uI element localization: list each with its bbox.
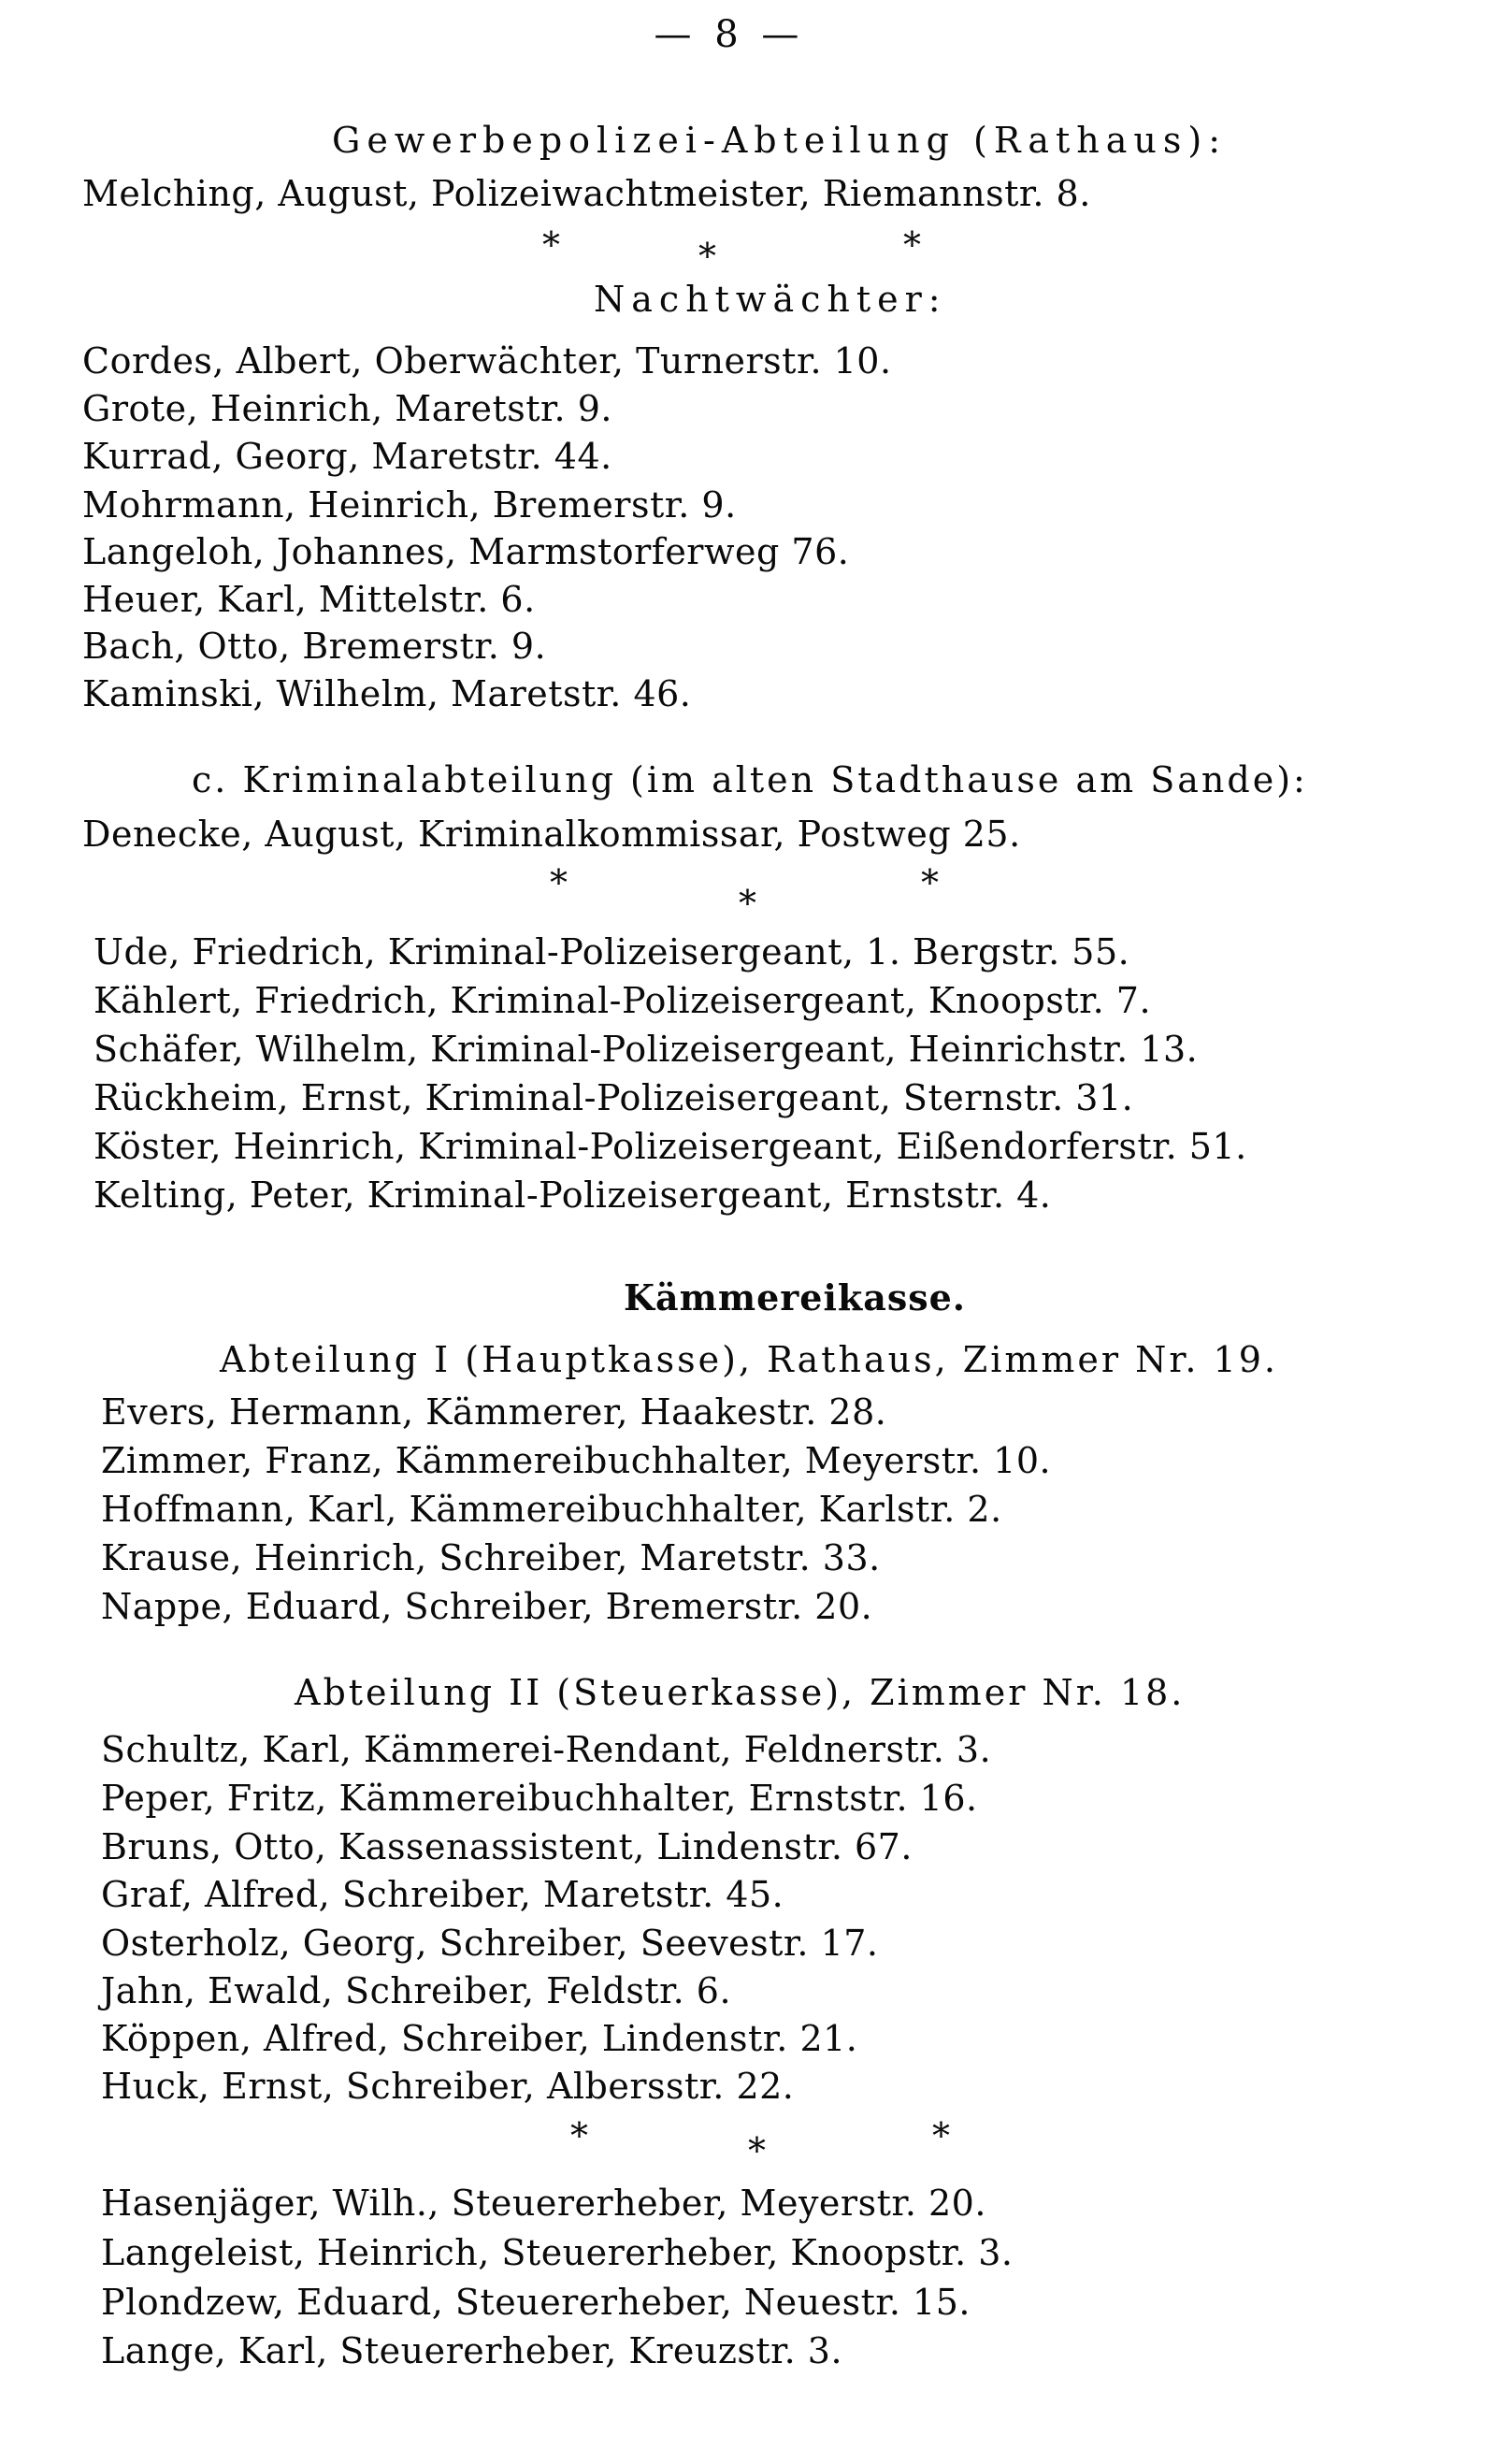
list-item: Osterholz, Georg, Schreiber, Seevestr. 17. bbox=[101, 1923, 879, 1964]
list-item: Lange, Karl, Steuererheber, Kreuzstr. 3. bbox=[101, 2330, 843, 2371]
list-item: Krause, Heinrich, Schreiber, Maretstr. 33. bbox=[101, 1537, 881, 1578]
list-item: Rückheim, Ernst, Kriminal-Polizeisergeant, Sternstr. 31. bbox=[94, 1077, 1134, 1118]
star-mark: * bbox=[542, 224, 560, 266]
section-heading-abteilung-2: Abteilung II (Steuerkasse), Zimmer Nr. 18. bbox=[295, 1672, 1186, 1713]
list-item: Melching, August, Polizeiwachtmeister, Riemannstr. 8. bbox=[82, 173, 1091, 214]
star-mark: * bbox=[739, 883, 756, 924]
star-mark: * bbox=[748, 2130, 766, 2171]
list-item: Plondzew, Eduard, Steuererheber, Neuestr. 15. bbox=[101, 2282, 971, 2323]
star-separator bbox=[0, 221, 1496, 277]
list-item: Zimmer, Franz, Kämmereibuchhalter, Meyerstr. 10. bbox=[101, 1440, 1052, 1481]
star-mark: * bbox=[932, 2115, 950, 2156]
section-heading-abteilung-1: Abteilung I (Hauptkasse), Rathaus, Zimmer Nr. 19. bbox=[220, 1339, 1278, 1380]
list-item: Graf, Alfred, Schreiber, Maretstr. 45. bbox=[101, 1874, 784, 1915]
list-item: Hoffmann, Karl, Kämmereibuchhalter, Karlstr. 2. bbox=[101, 1489, 1002, 1530]
list-item: Langeloh, Johannes, Marmstorferweg 76. bbox=[82, 531, 850, 572]
page-number: — 8 — bbox=[654, 13, 805, 56]
star-mark: * bbox=[570, 2115, 588, 2156]
list-item: Jahn, Ewald, Schreiber, Feldstr. 6. bbox=[101, 1970, 732, 2011]
list-item: Grote, Heinrich, Maretstr. 9. bbox=[82, 388, 612, 429]
star-mark: * bbox=[903, 224, 921, 266]
list-item: Langeleist, Heinrich, Steuererheber, Knoopstr. 3. bbox=[101, 2232, 1014, 2273]
list-item: Nappe, Eduard, Schreiber, Bremerstr. 20. bbox=[101, 1586, 873, 1627]
section-heading-nachtwaechter: Nachtwächter: bbox=[594, 279, 947, 320]
list-item: Kelting, Peter, Kriminal-Polizeisergeant, Ernststr. 4. bbox=[94, 1174, 1052, 1216]
list-item: Evers, Hermann, Kämmerer, Haakestr. 28. bbox=[101, 1391, 887, 1433]
list-item: Schäfer, Wilhelm, Kriminal-Polizeisergeant, Heinrichstr. 13. bbox=[94, 1029, 1199, 1070]
list-item: Schultz, Karl, Kämmerei-Rendant, Feldnerstr. 3. bbox=[101, 1729, 992, 1770]
star-mark: * bbox=[698, 236, 716, 277]
section-heading-kriminal: c. Kriminalabteilung (im alten Stadthause am Sande): bbox=[192, 759, 1308, 800]
star-mark: * bbox=[550, 862, 568, 903]
list-item: Mohrmann, Heinrich, Bremerstr. 9. bbox=[82, 484, 737, 526]
list-item: Bruns, Otto, Kassenassistent, Lindenstr. 67. bbox=[101, 1826, 913, 1867]
star-separator bbox=[0, 858, 1496, 924]
list-item: Kaminski, Wilhelm, Maretstr. 46. bbox=[82, 673, 692, 714]
star-mark: * bbox=[921, 862, 939, 903]
list-item: Peper, Fritz, Kämmereibuchhalter, Ernststr. 16. bbox=[101, 1778, 978, 1819]
list-item: Bach, Otto, Bremerstr. 9. bbox=[82, 626, 547, 667]
section-title-kaemmereikasse: Kämmereikasse. bbox=[624, 1276, 967, 1318]
list-item: Kurrad, Georg, Maretstr. 44. bbox=[82, 436, 612, 477]
list-item: Huck, Ernst, Schreiber, Albersstr. 22. bbox=[101, 2066, 795, 2107]
star-separator bbox=[0, 2111, 1496, 2171]
list-item: Heuer, Karl, Mittelstr. 6. bbox=[82, 579, 536, 620]
list-item: Köster, Heinrich, Kriminal-Polizeisergeant, Eißendorferstr. 51. bbox=[94, 1126, 1247, 1167]
list-item: Cordes, Albert, Oberwächter, Turnerstr. 10. bbox=[82, 340, 892, 382]
list-item: Hasenjäger, Wilh., Steuererheber, Meyerstr. 20. bbox=[101, 2183, 986, 2224]
list-item: Köppen, Alfred, Schreiber, Lindenstr. 21. bbox=[101, 2018, 858, 2059]
list-item: Kählert, Friedrich, Kriminal-Polizeisergeant, Knoopstr. 7. bbox=[94, 980, 1152, 1021]
section-heading-gewerbepolizei: Gewerbepolizei-Abteilung (Rathaus): bbox=[332, 120, 1227, 161]
list-item: Ude, Friedrich, Kriminal-Polizeisergeant, 1. Bergstr. 55. bbox=[94, 931, 1130, 973]
list-item: Denecke, August, Kriminalkommissar, Postweg 25. bbox=[82, 814, 1021, 855]
